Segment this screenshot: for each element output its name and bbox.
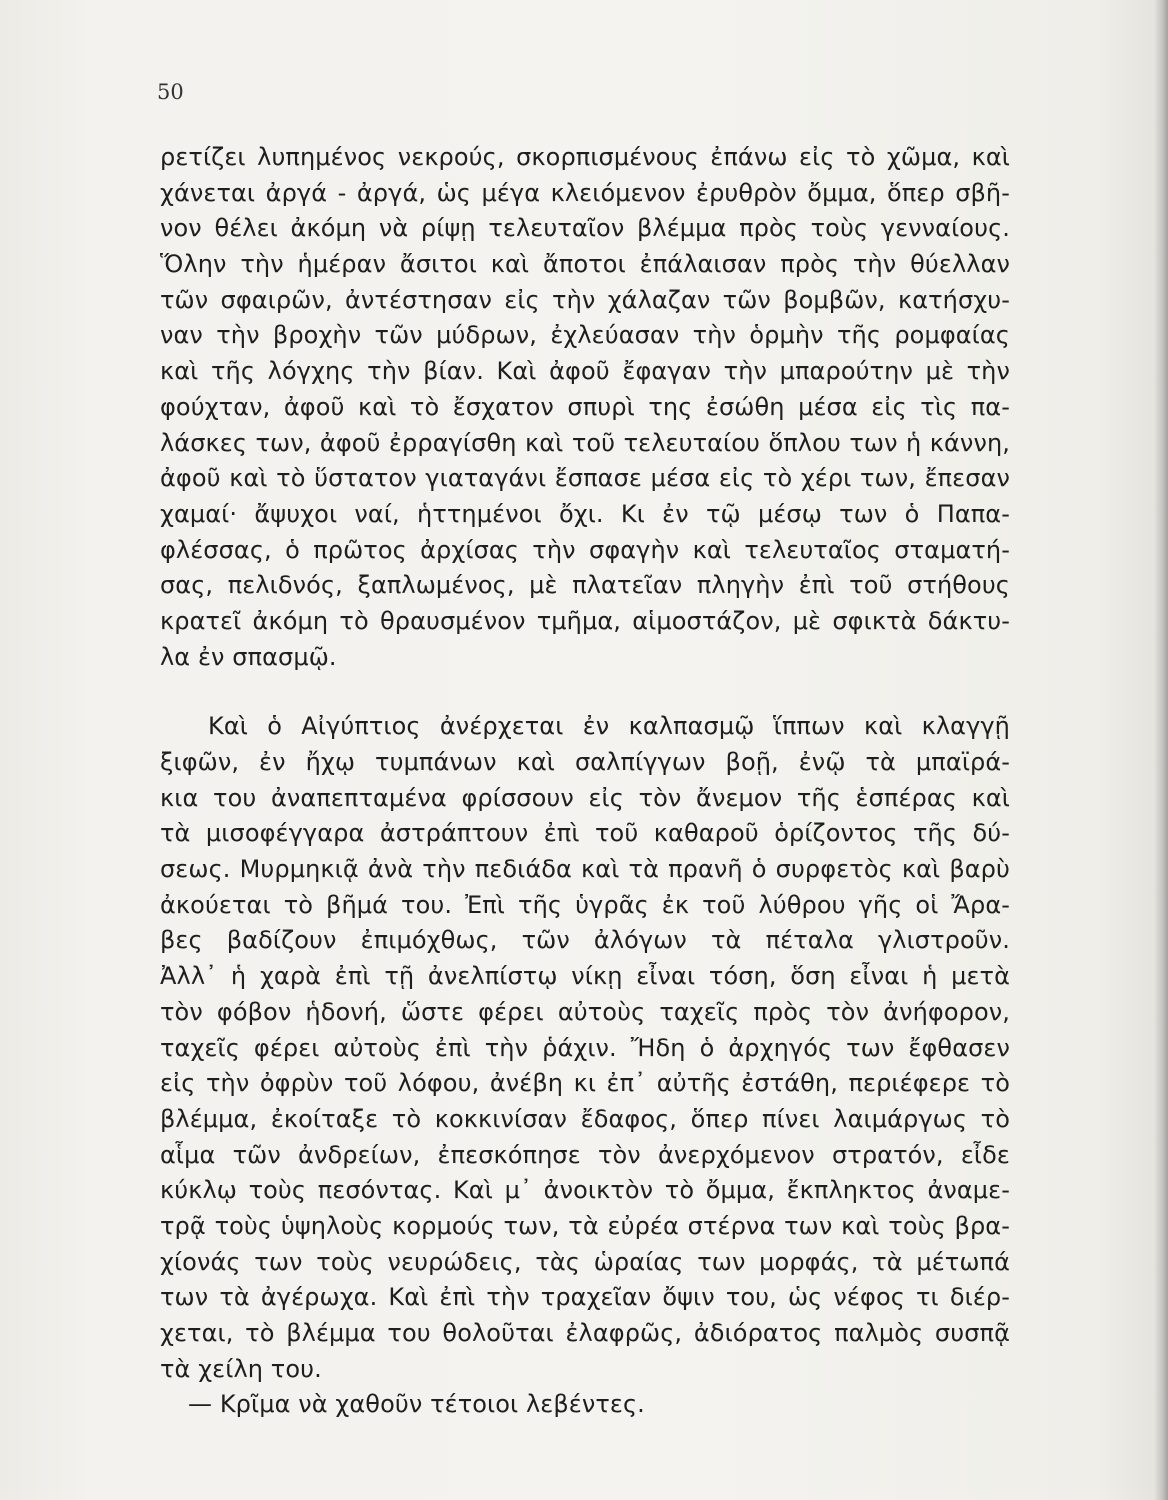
text-line: λάσκες των, ἀφοῦ ἐρραγίσθη καὶ τοῦ τελευταίου ὅπλου των ἡ κάννη, (160, 428, 1010, 457)
text-line: ἀφοῦ καὶ τὸ ὕστατον γιαταγάνι ἔσπασε μέσα εἰς τὸ χέρι των, ἔπεσαν (160, 464, 1010, 493)
text-line: βες βαδίζουν ἐπιμόχθως, τῶν ἀλόγων τὰ πέταλα γλιστροῦν. (160, 926, 1010, 955)
paragraph-1 (160, 140, 1010, 675)
text-line: ταχεῖς φέρει αὐτοὺς ἐπὶ τὴν ῥάχιν. Ἤδη ὁ ἀρχηγός των ἔφθασεν (160, 1033, 1010, 1062)
text-line: Ὅλην τὴν ἡμέραν ἄσιτοι καὶ ἄποτοι ἐπάλαισαν πρὸς τὴν θύελλαν (160, 250, 1010, 279)
dialogue-line: — Κρῖμα νὰ χαθοῦν τέτοιοι λεβέντες. (188, 1390, 645, 1419)
body-text (160, 140, 1010, 1423)
text-line: τῶν σφαιρῶν, ἀντέστησαν εἰς τὴν χάλαζαν τῶν βομβῶν, κατήσχυ- (160, 285, 1010, 314)
page-edge-shadow (1154, 0, 1168, 1500)
text-line: νον θέλει ἀκόμη νὰ ρίψῃ τελευταῖον βλέμμα πρὸς τοὺς γενναίους. (160, 214, 1010, 243)
text-line: εἰς τὴν ὀφρὺν τοῦ λόφου, ἀνέβη κι ἐπ᾽ αὐτῆς ἐστάθη, περιέφερε τὸ (160, 1069, 1010, 1098)
text-line: καὶ τῆς λόγχης τὴν βίαν. Καὶ ἀφοῦ ἔφαγαν τὴν μπαρούτην μὲ τὴν (160, 357, 1010, 386)
text-line: αἷμα τῶν ἀνδρείων, ἐπεσκόπησε τὸν ἀνερχόμενον στρατόν, εἶδε (160, 1140, 1010, 1169)
text-line: σας, πελιδνός, ξαπλωμένος, μὲ πλατεῖαν πληγὴν ἐπὶ τοῦ στήθους (160, 571, 1010, 600)
text-line: Ἀλλ᾽ ἡ χαρὰ ἐπὶ τῇ ἀνελπίστῳ νίκῃ εἶναι τόση, ὅση εἶναι ἡ μετὰ (160, 962, 1010, 991)
text-line: κια του ἀναπεπταμένα φρίσσουν εἰς τὸν ἄνεμον τῆς ἑσπέρας καὶ (160, 783, 1010, 812)
page-number: 50 (157, 80, 184, 104)
paragraph-3 (160, 1387, 1010, 1423)
text-line: βλέμμα, ἐκοίταξε τὸ κοκκινίσαν ἔδαφος, ὅπερ πίνει λαιμάργως τὸ (160, 1104, 1010, 1133)
text-line: Καὶ ὁ Αἰγύπτιος ἀνέρχεται ἐν καλπασμῷ ἵππων καὶ κλαγγῇ (208, 712, 1010, 741)
text-line: κρατεῖ ἀκόμη τὸ θραυσμένον τμῆμα, αἱμοστάζον, μὲ σφικτὰ δάκτυ- (160, 606, 1010, 635)
text-line: χάνεται ἀργά - ἀργά, ὡς μέγα κλειόμενον ἐρυθρὸν ὄμμα, ὅπερ σβῆ- (160, 178, 1010, 207)
text-line: τρᾷ τοὺς ὑψηλοὺς κορμούς των, τὰ εὐρέα στέρνα των καὶ τοὺς βρα- (160, 1211, 1010, 1240)
text-line: τὰ μισοφέγγαρα ἀστράπτουν ἐπὶ τοῦ καθαροῦ ὁρίζοντος τῆς δύ- (160, 819, 1010, 848)
text-line: χεται, τὸ βλέμμα του θολοῦται ἐλαφρῶς, ἀδιόρατος παλμὸς συσπᾷ (160, 1319, 1010, 1347)
text-line: χίονάς των τοὺς νευρώδεις, τὰς ὡραίας των μορφάς, τὰ μέτωπά (160, 1247, 1010, 1276)
text-line: ἀκούεται τὸ βῆμά του. Ἐπὶ τῆς ὑγρᾶς ἐκ τοῦ λύθρου γῆς οἱ Ἄρα- (160, 890, 1010, 919)
text-line: των τὰ ἀγέρωχα. Καὶ ἐπὶ τὴν τραχεῖαν ὄψιν του, ὡς νέφος τι διέρ- (160, 1283, 1010, 1312)
text-line: χαμαί· ἄψυχοι ναί, ἡττημένοι ὄχι. Κι ἐν τῷ μέσῳ των ὁ Παπα- (160, 499, 1010, 528)
text-line: τὰ χείλη του. (160, 1354, 322, 1383)
text-line: ναν τὴν βροχὴν τῶν μύδρων, ἐχλεύασαν τὴν ὁρμὴν τῆς ρομφαίας (160, 321, 1010, 350)
text-line: σεως. Μυρμηκιᾷ ἀνὰ τὴν πεδιάδα καὶ τὰ πρανῆ ὁ συρφετὸς καὶ βαρὺ (160, 855, 1010, 884)
text-line: τὸν φόβον ἡδονή, ὥστε φέρει αὐτοὺς ταχεῖς πρὸς τὸν ἀνήφορον, (160, 997, 1010, 1026)
text-line: ρετίζει λυπημένος νεκρούς, σκορπισμένους ἐπάνω εἰς τὸ χῶμα, καὶ (160, 143, 1010, 171)
paragraph-2 (160, 709, 1010, 1387)
text-line: λα ἐν σπασμῷ. (160, 642, 337, 671)
text-line: ξιφῶν, ἐν ἤχῳ τυμπάνων καὶ σαλπίγγων βοῇ, ἐνῷ τὰ μπαϊρά- (160, 748, 1010, 776)
text-line: φλέσσας, ὁ πρῶτος ἀρχίσας τὴν σφαγὴν καὶ τελευταῖος σταματή- (160, 535, 1010, 564)
text-line: φούχταν, ἀφοῦ καὶ τὸ ἔσχατον σπυρὶ της ἐσώθη μέσα εἰς τὶς πα- (160, 392, 1010, 421)
text-line: κύκλῳ τοὺς πεσόντας. Καὶ μ᾽ ἀνοικτὸν τὸ ὄμμα, ἔκπληκτος ἀναμε- (160, 1176, 1010, 1205)
paragraph-gap (160, 675, 1010, 709)
